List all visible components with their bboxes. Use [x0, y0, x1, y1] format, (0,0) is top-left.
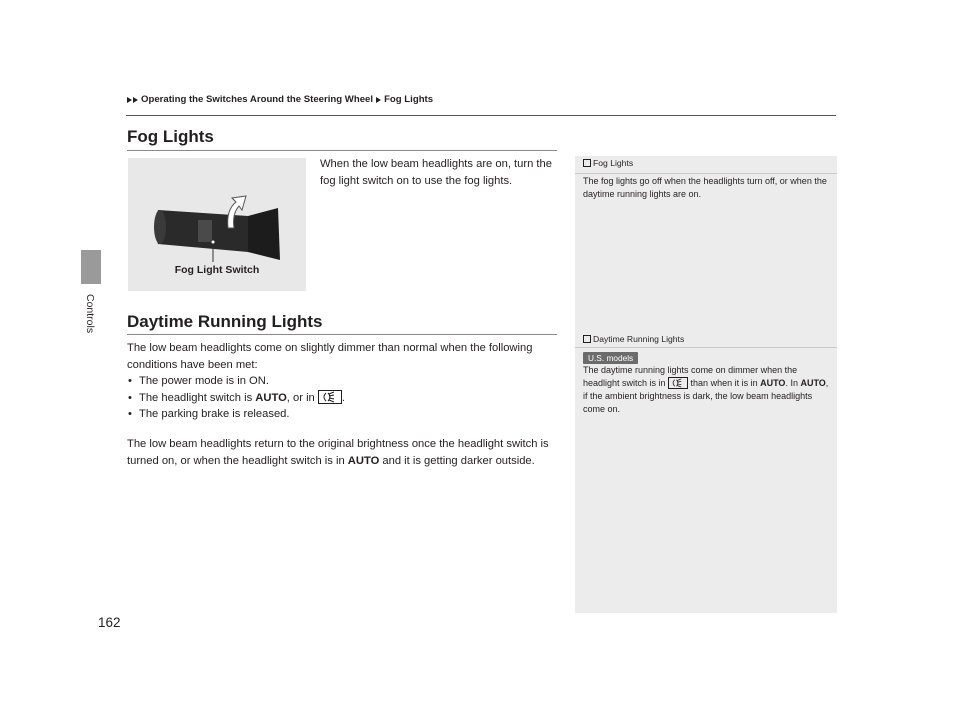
note-title-fog-lights: Fog Lights [583, 158, 633, 168]
drl-conditions-list [127, 373, 559, 423]
note-drl-text: The daytime running lights come on dimmer when the headlight switch is in than when it is in AUTO. In AUTO, if the ambient brightness is dark, the low beam headlights come on. [583, 365, 829, 414]
drl-intro-text: The low beam headlights come on slightly dimmer than normal when the following conditions have been met: [127, 342, 533, 371]
section-rule [127, 150, 557, 151]
section-title-fog-lights: Fog Lights [127, 127, 214, 146]
page-number: 162 [98, 615, 121, 630]
header-rule [126, 115, 836, 116]
us-models-badge: U.S. models [583, 352, 638, 364]
fog-lights-text: When the low beam headlights are on, turn the fog light switch on to use the fog lights. [320, 158, 552, 187]
drl-return-text: The low beam headlights return to the original brightness once the headlight switch is turned on, or when the headlight switch is in AUTO and it is getting darker outside. [127, 438, 549, 467]
note-title-daytime-running-lights: Daytime Running Lights [583, 334, 684, 344]
section-rule [127, 334, 557, 335]
breadcrumb-arrow-icon [133, 97, 138, 103]
chapter-tab[interactable] [81, 250, 101, 284]
chapter-label: Controls [84, 294, 96, 334]
low-beam-headlight-icon [318, 390, 342, 404]
list-item: • The parking brake is released. [128, 408, 290, 420]
breadcrumb-item[interactable]: Operating the Switches Around the Steering Wheel [141, 94, 374, 105]
note-marker-icon [583, 159, 591, 167]
list-item: • The power mode is in ON. [128, 375, 269, 387]
note-fog-lights-text: The fog lights go off when the headlights turn off, or when the daytime running lights are on. [583, 176, 827, 199]
note-marker-icon [583, 335, 591, 343]
section-title-daytime-running-lights: Daytime Running Lights [127, 312, 323, 331]
fog-light-switch-image [128, 158, 306, 291]
breadcrumb [127, 94, 433, 105]
image-caption: Fog Light Switch [174, 264, 260, 276]
low-beam-headlight-icon [668, 377, 688, 389]
list-item: • The headlight switch is AUTO, or in . [128, 391, 345, 404]
breadcrumb-arrow-icon [127, 97, 132, 103]
breadcrumb-arrow-icon [376, 97, 381, 103]
breadcrumb-item[interactable]: Fog Lights [384, 94, 434, 105]
